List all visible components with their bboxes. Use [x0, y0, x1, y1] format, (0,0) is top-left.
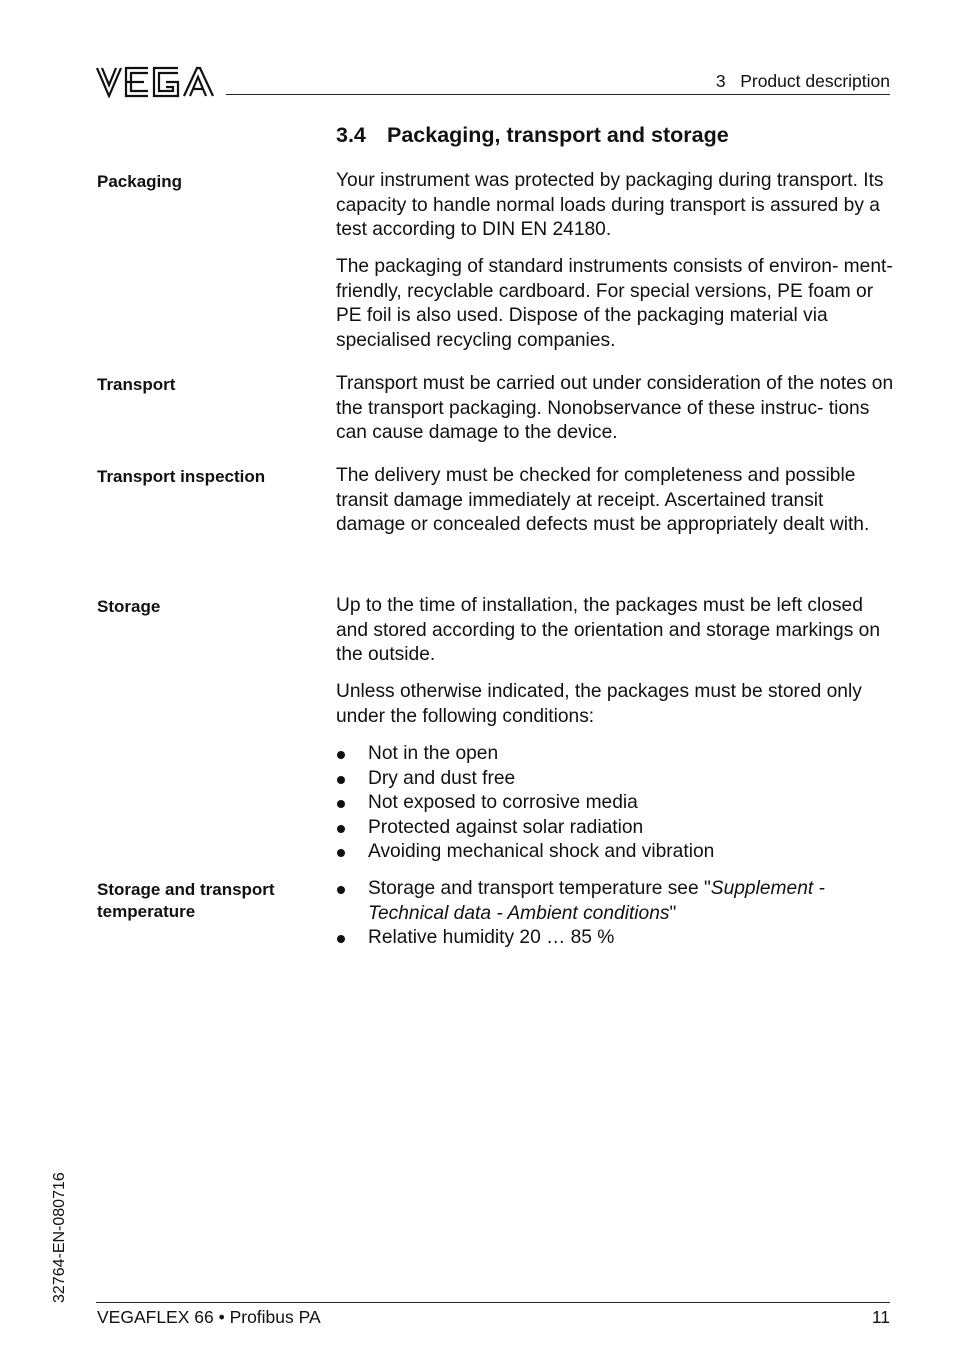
footer-rule — [96, 1302, 890, 1303]
bullet-icon — [337, 751, 345, 759]
storage-paragraph-2: Unless otherwise indicated, the packages must be stored only under the following conditions: — [336, 681, 862, 727]
transport-paragraph: Transport must be carried out under consideration of the notes on the transport packaging. Nonobservance of these instruc- tions can cause damage to the device. — [336, 373, 894, 444]
list-item — [336, 767, 896, 792]
vega-logo — [96, 66, 214, 98]
section-title-text: Packaging, transport and storage — [387, 123, 729, 147]
humidity-item: Relative humidity 20 … 85 % — [368, 927, 615, 949]
side-label-storage-temperature — [97, 879, 317, 923]
temperature-item-reference: Supplement - Technical data - Ambient conditions — [368, 878, 825, 924]
bullet-icon — [337, 776, 345, 784]
bullet-icon — [337, 935, 345, 943]
list-item — [336, 840, 896, 865]
bullet-icon — [337, 825, 345, 833]
temperature-item-prefix: Storage and transport temperature see " — [368, 878, 711, 899]
list-item-text: Not exposed to corrosive media — [368, 792, 638, 814]
list-item-text: Not in the open — [368, 743, 499, 764]
list-item-text: Dry and dust free — [368, 767, 516, 789]
chapter-heading: 3 Product description — [715, 71, 890, 91]
bullet-icon — [337, 849, 345, 857]
side-label-transport-inspection: Transport inspection — [97, 467, 266, 486]
list-item — [336, 791, 896, 816]
packaging-paragraph-1: Your instrument was protected by packaging during transport. Its capacity to handle normal loads during transport is assured by a test according to DIN EN 24180. — [336, 170, 884, 241]
list-item-text: Protected against solar radiation — [368, 816, 644, 838]
side-label-line-2: temperature — [97, 902, 196, 921]
section-number: 3.4 — [336, 123, 366, 147]
footer-product: VEGAFLEX 66 • Profibus PA — [97, 1307, 321, 1327]
bullet-icon — [337, 800, 345, 808]
temperature-list — [336, 877, 896, 951]
list-item — [336, 742, 896, 767]
transport-inspection-paragraph: The delivery must be checked for completeness and possible transit damage immediately at receipt. Ascertained transit damage or concealed defects must be appropriately dealt with. — [336, 465, 870, 536]
side-label-transport: Transport — [97, 375, 176, 394]
side-label-storage: Storage — [97, 597, 161, 616]
list-item-text: Avoiding mechanical shock and vibration — [368, 841, 715, 863]
header-rule — [226, 94, 890, 95]
side-label-line-1: Storage and transport — [97, 880, 275, 899]
document-code: 32764-EN-080716 — [51, 1172, 68, 1303]
storage-conditions-list — [336, 742, 896, 865]
list-item — [336, 816, 896, 841]
list-item — [336, 926, 896, 951]
section-title — [336, 123, 729, 148]
side-label-packaging: Packaging — [97, 172, 183, 191]
list-item — [336, 877, 896, 926]
temperature-item-suffix: " — [669, 902, 677, 924]
packaging-paragraph-2: The packaging of standard instruments consists of environ- ment-friendly, recyclable cardboard. For special versions, PE foam or PE foil is also used. Dispose of the packaging material via specialised recycling companies. — [336, 256, 893, 351]
bullet-icon — [337, 886, 345, 894]
page-number: 11 — [871, 1307, 890, 1327]
storage-paragraph-1: Up to the time of installation, the packages must be left closed and stored according to the orientation and storage markings on the outside. — [336, 595, 880, 666]
